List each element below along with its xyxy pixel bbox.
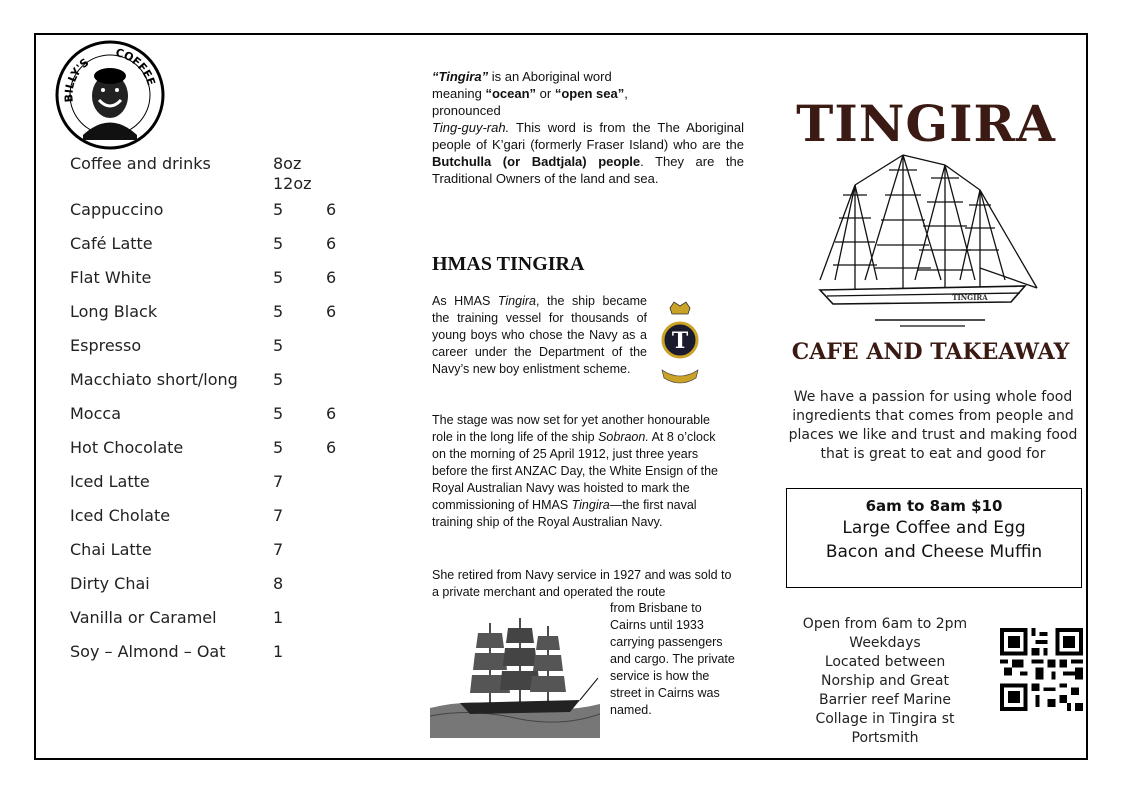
- brand-subtitle: CAFE AND TAKEAWAY: [791, 339, 1070, 365]
- menu-header-label: Coffee and drinks: [70, 154, 211, 173]
- menu-item-name: Long Black: [70, 302, 158, 321]
- menu-item-price-small: 7: [273, 506, 284, 525]
- menu-item: [70, 506, 370, 540]
- menu-item: [70, 370, 370, 404]
- menu-item-name: Chai Latte: [70, 540, 152, 559]
- menu-item-name: Iced Cholate: [70, 506, 171, 525]
- hours-line: Collage in Tingira st: [815, 711, 955, 727]
- hmas-heading: HMAS TINGIRA: [432, 253, 585, 275]
- menu-item-name: Iced Latte: [70, 472, 150, 491]
- menu-item: [70, 438, 370, 472]
- hours-line: Barrier reef Marine: [818, 692, 951, 708]
- intro-ocean: “ocean”: [485, 86, 537, 101]
- menu-item-price-small: 5: [273, 370, 284, 389]
- p2-b: At 8 o’clock on the morning of 25 April 1912, just three years before the first ANZAC Day, the White Ensign of the Royal Australian Navy was hoisted to mark the commissioning of HMAS: [432, 430, 719, 512]
- menu-item-price-large: 6: [326, 302, 337, 321]
- menu-item-price-small: 5: [273, 234, 284, 253]
- menu-item-price-small: 8: [273, 574, 284, 593]
- qr-code-icon[interactable]: [1000, 628, 1083, 711]
- brand-title: TINGIRA: [796, 94, 1056, 153]
- offer-line-3: Bacon and Cheese Muffin: [825, 542, 1043, 562]
- menu-item-name: Café Latte: [70, 234, 153, 253]
- intro-comma: ,: [624, 86, 628, 101]
- hours-line: Norship and Great: [821, 673, 949, 689]
- menu-item: [70, 404, 370, 438]
- intro-t1: is an Aboriginal word: [488, 69, 612, 84]
- menu-item-price-large: 6: [326, 268, 337, 287]
- menu-item: [70, 642, 370, 676]
- intro-people: Butchulla (or Badtjala) people: [432, 154, 641, 169]
- intro-t4: . They are the Traditional Owners of the land and sea.: [432, 154, 744, 186]
- hours-line: Portsmith: [851, 730, 919, 746]
- menu-item-price-small: 5: [273, 302, 284, 321]
- menu-item-name: Mocca: [70, 404, 121, 423]
- navy-crest-icon: [660, 300, 700, 385]
- menu-item-price-small: 5: [273, 438, 284, 457]
- menu-item: [70, 302, 370, 336]
- menu-item: [70, 234, 370, 268]
- menu-item-name: Hot Chocolate: [70, 438, 184, 457]
- tall-ship-icon: [815, 150, 1040, 330]
- p1-ship: Tingira: [497, 294, 536, 308]
- intro-pronounced: pronounced: [432, 103, 501, 118]
- intro-t3: This word is from the The Aboriginal people of K’gari (formerly Fraser Island) who are the: [432, 120, 744, 152]
- menu-item-name: Soy – Almond – Oat: [70, 642, 226, 661]
- intro-word: “Tingira”: [432, 69, 489, 84]
- menu-item-name: Cappuccino: [70, 200, 164, 219]
- hmas-paragraph-2: [432, 412, 732, 531]
- hours-line: Weekdays: [849, 635, 921, 651]
- hmas-paragraph-3: She retired from Navy service in 1927 and was sold to a private merchant and operated the route: [432, 568, 732, 599]
- size-large: 12oz: [273, 174, 312, 193]
- offer-time-price: 6am to 8am $10: [865, 497, 1003, 515]
- menu-item-price-small: 5: [273, 404, 284, 423]
- menu-item-name: Flat White: [70, 268, 152, 287]
- menu-item-price-large: 6: [326, 234, 337, 253]
- menu-item: [70, 574, 370, 608]
- menu-size-labels: [273, 154, 312, 194]
- logo-text-billys: BILLY'S: [62, 55, 92, 103]
- menu-item-price-small: 5: [273, 336, 284, 355]
- menu-item-price-small: 5: [273, 200, 284, 219]
- intro-t2: meaning: [432, 86, 486, 101]
- menu-item-price-large: 6: [326, 404, 337, 423]
- p2-ship2: Tingira: [571, 498, 610, 512]
- menu-item: [70, 608, 370, 642]
- menu-item: [70, 200, 370, 234]
- menu-item-name: Macchiato short/long: [70, 370, 238, 389]
- size-small: 8oz: [273, 154, 302, 173]
- hours-line: Open from 6am to 2pm: [802, 616, 968, 632]
- hmas-paragraph-1: [432, 293, 647, 378]
- menu-item-name: Vanilla or Caramel: [70, 608, 217, 627]
- menu-item-price-large: 6: [326, 438, 337, 457]
- menu-item-price-small: 1: [273, 642, 284, 661]
- p1-a: As HMAS: [432, 294, 498, 308]
- menu-item-price-small: 7: [273, 540, 284, 559]
- p2-c: —the first naval training ship of the Royal Australian Navy.: [432, 498, 697, 529]
- intro-pronunciation: Ting-guy-rah.: [432, 120, 510, 135]
- menu-item: [70, 472, 370, 506]
- billys-coffee-logo: [55, 40, 165, 150]
- menu-item-name: Dirty Chai: [70, 574, 150, 593]
- breakfast-offer-box: [786, 488, 1082, 588]
- menu-item-price-large: 6: [326, 200, 337, 219]
- intro-paragraph: [432, 68, 744, 187]
- offer-line-2: Large Coffee and Egg: [842, 518, 1026, 538]
- logo-text-coffee: COFFEE: [114, 46, 158, 88]
- intro-or: or: [536, 86, 555, 101]
- drinks-menu: [70, 154, 370, 676]
- crest-letter: T: [671, 328, 689, 354]
- menu-item-name: Espresso: [70, 336, 142, 355]
- menu-item: [70, 540, 370, 574]
- p1-b: , the ship became the training vessel for thousands of young boys who chose the Navy as a career under the Department of the Navy’s new boy enlistment scheme.: [432, 294, 647, 376]
- p2-a: The stage was now set for yet another honourable role in the long life of the ship: [432, 413, 710, 444]
- menu-item-price-small: 5: [273, 268, 284, 287]
- ship-name-label: TINGIRA: [952, 293, 988, 302]
- p2-ship: Sobraon.: [598, 430, 649, 444]
- menu-item-price-small: 1: [273, 608, 284, 627]
- menu-header: [70, 154, 370, 200]
- hours-line: Located between: [824, 654, 946, 670]
- hmas-paragraph-3-cont: from Brisbane to Cairns until 1933 carrying passengers and cargo. The private service is how the street in Cairns was named.: [610, 601, 735, 717]
- tagline: We have a passion for using whole food ingredients that comes from people and places we like and trust and making food that is great to eat and good for: [788, 389, 1078, 462]
- menu-item-price-small: 7: [273, 472, 284, 491]
- menu-item: [70, 268, 370, 302]
- ship-engraving-image: [430, 608, 600, 738]
- menu-item: [70, 336, 370, 370]
- intro-open-sea: “open sea”: [554, 86, 625, 101]
- hours-location: [780, 615, 990, 748]
